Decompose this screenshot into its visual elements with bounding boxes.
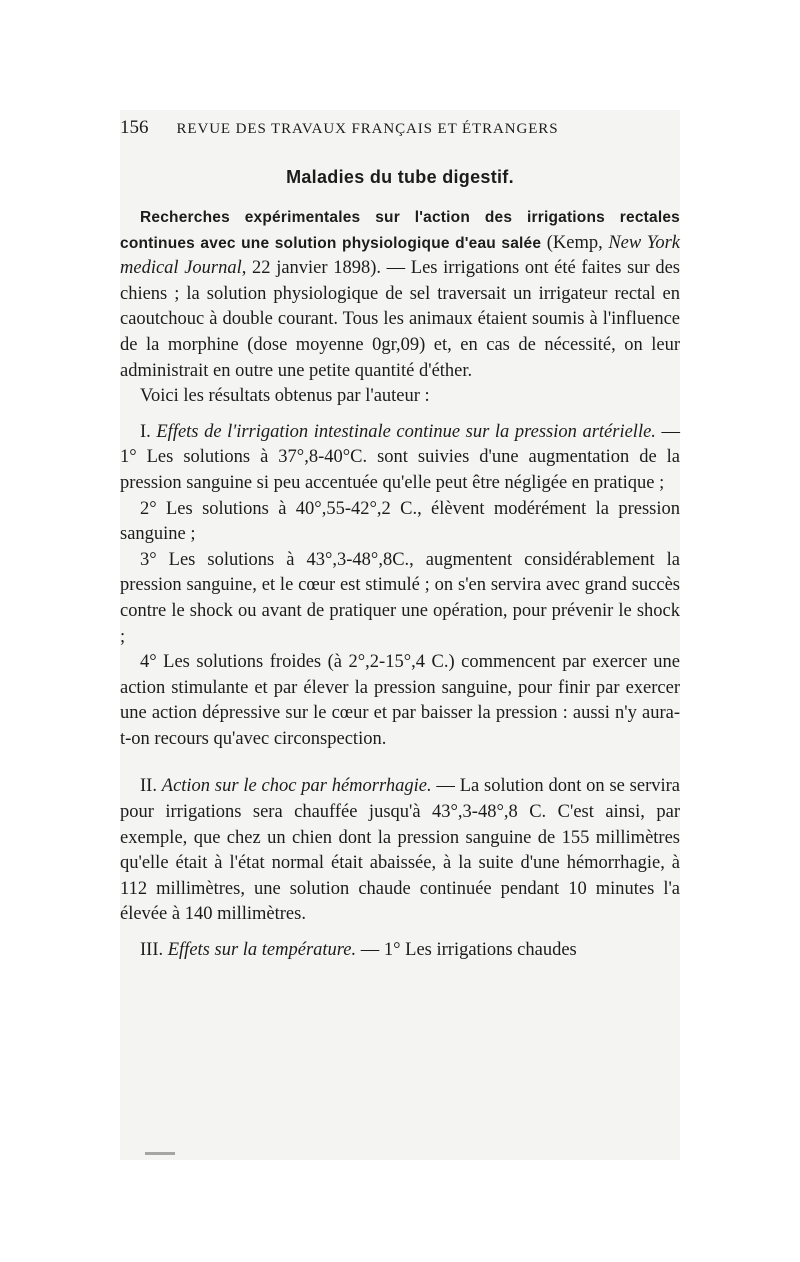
page-number: 156 xyxy=(120,117,149,138)
reference-pre: (Kemp, xyxy=(541,232,609,253)
section3-heading: Effets sur la température. xyxy=(167,940,357,961)
section1-item4: 4° Les solutions froides (à 2°,2-15°,4 C.) commencent par exercer une action stimulante et par élever la pression sanguine, pour finir par exercer une action dépressive sur le cœur et par baisser la pression : aussi n'y aura-t-on recours qu'avec circonspection. xyxy=(120,652,680,749)
section2-text: — La solution dont on se servira pour irrigations sera chauffée jusqu'à 43°,3-48°,8 C. C'est ainsi, par exemple, que chez un chien dont la pression sanguine de 155 millimètres qu'elle était à l'état normal était abaissée, à la suite d'une hémorrhagie, à 112 millimètres, une solution chaude continuée pendant 10 minutes l'a élevée à 140 millimètres. xyxy=(120,776,681,925)
section2-paragraph xyxy=(120,774,680,928)
section3-text: — 1° Les irrigations chaudes xyxy=(356,940,577,961)
section1-label: I. xyxy=(140,421,157,442)
reference-post: , 22 janvier 1898). — Les irrigations ont été faites sur des chiens ; la solution physiologique de sel traversait un irrigateur rectal en caoutchouc à double courant. Tous les animaux étaient soumis à l'influence de la morphine (dose moyenne 0gr,09) et, en cas de nécessité, on leur administrait en outre une petite quantité d'éther. xyxy=(120,258,680,381)
running-title: REVUE DES TRAVAUX FRANÇAIS ET ÉTRANGERS xyxy=(176,121,559,137)
section2-heading: Action sur le choc par hémorrhagie. xyxy=(161,776,432,797)
section-title: Maladies du tube digestif. xyxy=(286,167,514,187)
section3-label: III. xyxy=(140,940,168,961)
article-title: Recherches expérimentales sur l'action des irrigations rectales continues avec une solution physiologique d'eau salée xyxy=(120,209,680,252)
article-paragraph xyxy=(120,205,680,384)
section2-label: II. xyxy=(140,776,162,797)
journal-name: New York medical Journal xyxy=(120,232,681,279)
section1-item3: 3° Les solutions à 43°,3-48°,8C., augmentent considérablement la pression sanguine, et le cœur est stimulé ; on s'en servira avec grand succès contre le shock ou avant de pratiquer une opération, pour prévenir le shock ; xyxy=(120,549,680,647)
section1-paragraph xyxy=(120,420,680,497)
scan-mark xyxy=(145,1152,175,1155)
section3-paragraph xyxy=(120,938,680,964)
section1-item2: 2° Les solutions à 40°,55-42°,2 C., élèvent modérément la pression sanguine ; xyxy=(120,498,680,545)
section1-heading: Effets de l'irrigation intestinale continue sur la pression artérielle. xyxy=(156,421,656,442)
section1-item1: — 1° Les solutions à 37°,8-40°C. sont suivies d'une augmentation de la pression sanguine si peu accentuée qu'elle peut être négligée en pratique ; xyxy=(120,421,680,493)
intro-paragraph: Voici les résultats obtenus par l'auteur : xyxy=(140,386,430,407)
running-header xyxy=(120,117,680,143)
article-body xyxy=(120,205,680,964)
